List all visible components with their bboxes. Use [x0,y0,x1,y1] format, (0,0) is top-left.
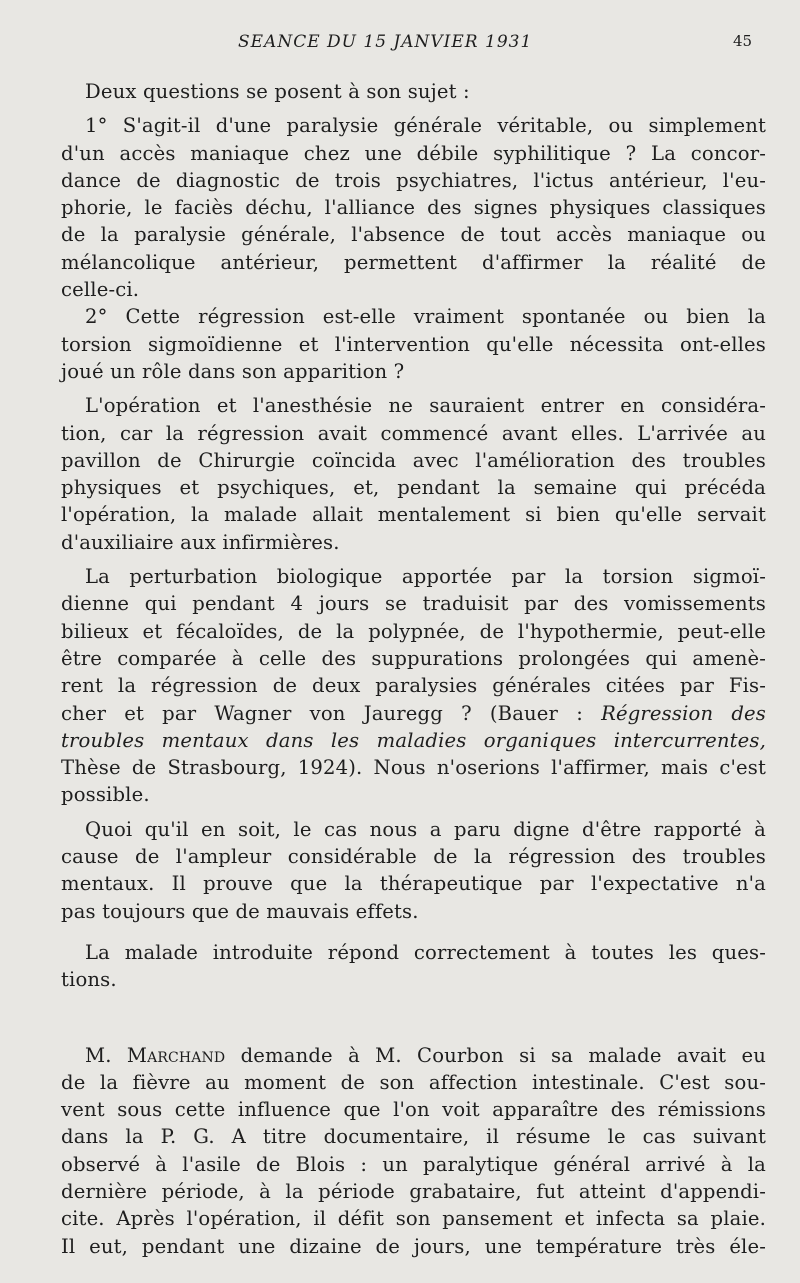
paragraph-question-one [36,112,766,303]
text-line: vent sous cette influence que l'on voit apparaître des rémissions [61,1098,766,1122]
text-line: observé à l'asile de Blois : un paralytique général arrivé à la [61,1152,766,1176]
text-line: rent la régression de deux paralysies générales citées par Fis- [61,674,766,698]
running-head [0,30,800,56]
text-line [36,1042,766,1069]
text-fragment: demande à M. Courbon si sa malade avait eu [225,1043,766,1067]
text-line: cause de l'ampleur considérable de la régression des troubles [61,845,766,869]
text-line: Deux questions se posent à son sujet : [85,80,470,103]
text-line: bilieux et fécaloïdes, de la polypnée, de l'hypothermie, peut-elle [61,619,766,643]
text-line: pas toujours que de mauvais effets. [61,899,419,923]
citation-title: Régression des [601,701,766,725]
text-line: dans la P. G. A titre documentaire, il résume le cas suivant [61,1125,766,1149]
paragraph-biological-perturbation [36,563,766,809]
text-line: de la paralysie générale, l'absence de tout accès maniaque ou [61,223,766,247]
text-line: 1° S'agit-il d'une paralysie générale véritable, ou simplement [85,114,766,138]
page-body [36,78,766,1260]
paragraph-marchand-discussion [36,1042,766,1260]
text-line: dienne qui pendant 4 jours se traduisit par des vomissements [61,592,766,616]
text-fragment: cher et par Wagner von Jauregg ? (Bauer : [61,701,602,725]
text-line: dance de diagnostic de trois psychiatres, l'ictus antérieur, l'eu- [61,168,766,192]
page-number: 45 [733,32,753,50]
paragraph-question-two [36,303,766,385]
text-line: Quoi qu'il en soit, le cas nous a paru digne d'être rapporté à [85,817,766,841]
text-line: La malade introduite répond correctement à toutes les ques- [85,940,766,964]
text-line: tions. [61,968,117,992]
text-line: La perturbation biologique apportée par la torsion sigmoï- [85,565,766,589]
text-line [36,700,766,727]
speaker-name: Marchand [126,1043,226,1067]
paragraph-questions-intro [36,78,766,105]
text-line: dernière période, à la période grabataire, fut atteint d'appendi- [61,1179,766,1203]
text-line: cite. Après l'opération, il défit son pansement et infecta sa plaie. [61,1207,766,1231]
citation-title-line: troubles mentaux dans les maladies organiques intercurrentes, [61,728,766,752]
text-line: physiques et psychiques, et, pendant la semaine qui précéda [61,476,766,500]
text-line: de la fièvre au moment de son affection intestinale. C'est sou- [61,1070,766,1094]
text-line: Il eut, pendant une dizaine de jours, une température très éle- [61,1234,766,1258]
text-line: phorie, le faciès déchu, l'alliance des signes physiques classiques [61,196,766,220]
text-line: Thèse de Strasbourg, 1924). Nous n'oserions l'affirmer, mais c'est [61,756,766,780]
text-fragment: M. [85,1043,127,1067]
text-line: torsion sigmoïdienne et l'intervention qu'elle nécessita ont-elles [61,332,766,356]
text-line: possible. [61,783,150,807]
text-line: l'opération, la malade allait mentalement si bien qu'elle servait [61,503,766,527]
text-line: mélancolique antérieur, permettent d'affirmer la réalité de [61,250,766,274]
paragraph-operation [36,392,766,556]
text-line: celle-ci. [61,278,140,302]
running-title: SEANCE DU 15 JANVIER 1931 [238,32,533,52]
text-line: 2° Cette régression est-elle vraiment spontanée ou bien la [85,305,766,329]
paragraph-patient-answers [36,939,766,994]
paragraph-conclusion [36,816,766,925]
text-line: tion, car la régression avait commencé avant elles. L'arrivée au [61,421,766,445]
text-line: L'opération et l'anesthésie ne sauraient entrer en considéra- [85,394,766,418]
text-line: être comparée à celle des suppurations prolongées qui amenè- [61,646,766,670]
text-line: d'un accès maniaque chez une débile syphilitique ? La concor- [61,141,766,165]
text-line: joué un rôle dans son apparition ? [61,359,405,383]
text-line: mentaux. Il prouve que la thérapeutique par l'expectative n'a [61,872,766,896]
text-line: pavillon de Chirurgie coïncida avec l'amélioration des troubles [61,448,766,472]
text-line: d'auxiliaire aux infirmières. [61,530,340,554]
